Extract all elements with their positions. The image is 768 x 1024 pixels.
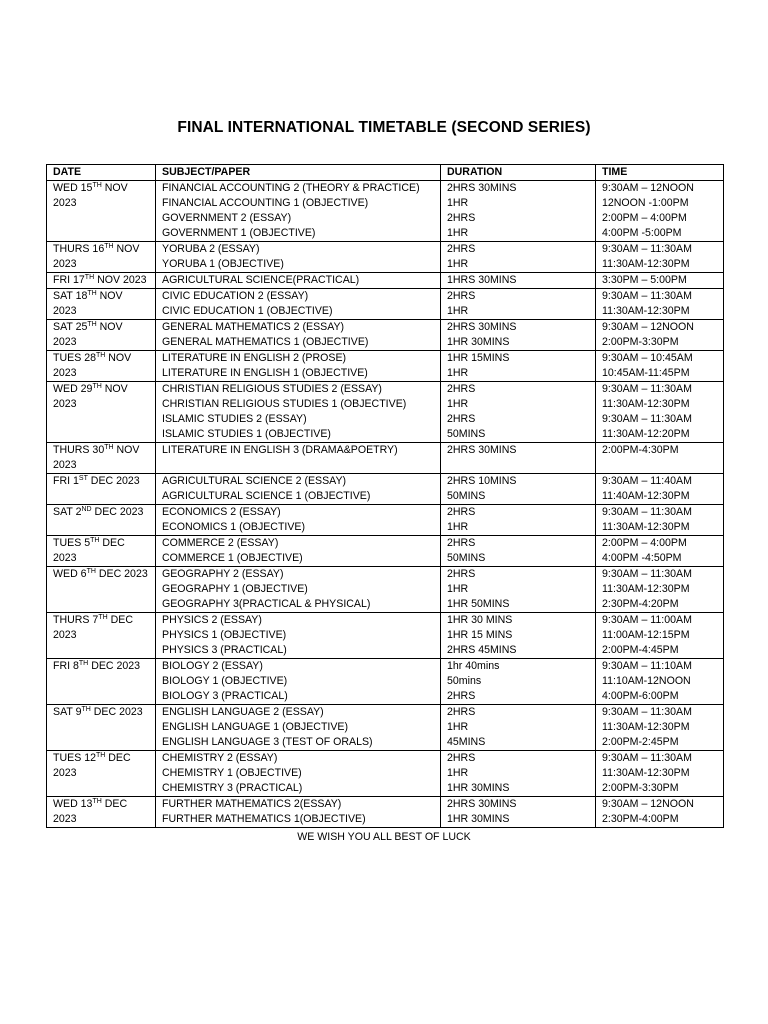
- duration-cell: [441, 705, 596, 751]
- subject-cell: [156, 567, 441, 613]
- subject-cell: [156, 382, 441, 443]
- subject-paper: CHEMISTRY 1 (OBJECTIVE): [162, 767, 302, 779]
- header-date: DATE: [47, 165, 156, 181]
- duration-value: 2HRS 10MINS: [447, 475, 517, 487]
- exam-date: [47, 242, 156, 273]
- header-subject: SUBJECT/PAPER: [156, 165, 441, 181]
- exam-day: SAT 25: [53, 321, 88, 333]
- time-value: 2:00PM-3:30PM: [602, 336, 679, 348]
- exam-date: [47, 273, 156, 289]
- ordinal-suffix: TH: [84, 274, 95, 281]
- time-value: 9:30AM – 11:30AM: [602, 752, 692, 764]
- time-value: 2:00PM-4:45PM: [602, 644, 679, 656]
- exam-day: WED 6: [53, 568, 87, 580]
- time-value: 11:30AM-12:30PM: [602, 258, 690, 270]
- ordinal-suffix: TH: [98, 614, 108, 621]
- subject-paper: YORUBA 2 (ESSAY): [162, 243, 260, 255]
- exam-date: [47, 613, 156, 659]
- duration-value: 2HRS: [447, 690, 476, 702]
- time-cell: [596, 705, 724, 751]
- time-cell: [596, 181, 724, 242]
- exam-date: [47, 659, 156, 705]
- subject-cell: [156, 536, 441, 567]
- exam-month-year: DEC 2023: [53, 537, 125, 564]
- duration-value: 1HR 30 MINS: [447, 614, 513, 626]
- exam-date: [47, 351, 156, 382]
- time-cell: [596, 505, 724, 536]
- time-value: 3:30PM – 5:00PM: [602, 274, 687, 286]
- time-value: 4:00PM -5:00PM: [602, 227, 682, 239]
- table-row: [47, 659, 724, 705]
- duration-value: [447, 458, 589, 473]
- time-value: 9:30AM – 10:45AM: [602, 352, 693, 364]
- duration-value: 50mins: [447, 675, 482, 687]
- subject-cell: [156, 443, 441, 474]
- exam-date: [47, 382, 156, 443]
- subject-paper: GEOGRAPHY 1 (OBJECTIVE): [162, 583, 308, 595]
- exam-day: TUES 5: [53, 537, 91, 549]
- duration-value: 50MINS: [447, 428, 486, 440]
- subject-paper: ENGLISH LANGUAGE 2 (ESSAY): [162, 706, 324, 718]
- subject-paper: FINANCIAL ACCOUNTING 1 (OBJECTIVE): [162, 197, 369, 209]
- time-cell: [596, 443, 724, 474]
- exam-month-year: DEC 2023: [53, 798, 128, 825]
- table-row: [47, 443, 724, 474]
- duration-value: 1HR 15 MINS: [447, 629, 513, 641]
- subject-paper: LITERATURE IN ENGLISH 1 (OBJECTIVE): [162, 367, 368, 379]
- subject-paper: COMMERCE 2 (ESSAY): [162, 537, 279, 549]
- subject-paper: ISLAMIC STUDIES 1 (OBJECTIVE): [162, 428, 331, 440]
- duration-value: 2HRS 30MINS: [447, 182, 517, 194]
- ordinal-suffix: ND: [81, 506, 92, 513]
- duration-value: 2HRS: [447, 537, 476, 549]
- table-row: [47, 351, 724, 382]
- exam-month-year: DEC 2023: [53, 752, 131, 779]
- timetable: [46, 164, 724, 828]
- subject-paper: ENGLISH LANGUAGE 1 (OBJECTIVE): [162, 721, 349, 733]
- table-row: [47, 567, 724, 613]
- time-value: 9:30AM – 11:30AM: [602, 706, 692, 718]
- exam-date: [47, 443, 156, 474]
- subject-paper: GEOGRAPHY 3(PRACTICAL & PHYSICAL): [162, 598, 371, 610]
- time-value: 9:30AM – 12NOON: [602, 182, 694, 194]
- ordinal-suffix: TH: [87, 321, 97, 328]
- subject-paper: ECONOMICS 2 (ESSAY): [162, 506, 281, 518]
- time-cell: [596, 536, 724, 567]
- time-value: 4:00PM -4:50PM: [602, 552, 682, 564]
- exam-day: SAT 9: [53, 706, 82, 718]
- duration-cell: [441, 351, 596, 382]
- duration-value: 2HRS: [447, 413, 476, 425]
- time-cell: [596, 273, 724, 289]
- duration-value: 1HR: [447, 521, 469, 533]
- duration-value: 1HR: [447, 721, 469, 733]
- time-value: [602, 458, 717, 473]
- duration-value: 1HR 30MINS: [447, 813, 510, 825]
- exam-day: TUES 28: [53, 352, 96, 364]
- time-value: 11:30AM-12:30PM: [602, 583, 690, 595]
- time-value: 2:00PM – 4:00PM: [602, 212, 687, 224]
- duration-value: 1hr 40mins: [447, 660, 500, 672]
- subject-paper: GENERAL MATHEMATICS 1 (OBJECTIVE): [162, 336, 369, 348]
- time-value: 11:30AM-12:30PM: [602, 398, 690, 410]
- subject-cell: [156, 474, 441, 505]
- exam-day: WED 13: [53, 798, 93, 810]
- duration-value: 2HRS 30MINS: [447, 444, 517, 456]
- time-cell: [596, 567, 724, 613]
- duration-cell: [441, 536, 596, 567]
- document-title: FINAL INTERNATIONAL TIMETABLE (SECOND SERIES): [177, 119, 591, 136]
- exam-date: [47, 705, 156, 751]
- table-row: [47, 289, 724, 320]
- duration-value: 2HRS: [447, 383, 476, 395]
- time-cell: [596, 351, 724, 382]
- duration-value: 1HR: [447, 583, 469, 595]
- time-value: 10:45AM-11:45PM: [602, 367, 690, 379]
- subject-paper: FURTHER MATHEMATICS 1(OBJECTIVE): [162, 813, 366, 825]
- duration-cell: [441, 613, 596, 659]
- time-cell: [596, 242, 724, 273]
- time-value: 11:40AM-12:30PM: [602, 490, 690, 502]
- time-value: 2:00PM-2:45PM: [602, 736, 679, 748]
- subject-paper: COMMERCE 1 (OBJECTIVE): [162, 552, 303, 564]
- duration-value: 2HRS: [447, 290, 476, 302]
- subject-paper: GEOGRAPHY 2 (ESSAY): [162, 568, 284, 580]
- header-time: TIME: [596, 165, 724, 181]
- subject-cell: [156, 320, 441, 351]
- time-value: 9:30AM – 11:30AM: [602, 383, 692, 395]
- subject-paper: PHYSICS 1 (OBJECTIVE): [162, 629, 287, 641]
- subject-paper: GOVERNMENT 2 (ESSAY): [162, 212, 292, 224]
- ordinal-suffix: TH: [81, 706, 91, 713]
- subject-paper: LITERATURE IN ENGLISH 3 (DRAMA&POETRY): [162, 444, 398, 456]
- table-row: [47, 751, 724, 797]
- subject-paper: BIOLOGY 3 (PRACTICAL): [162, 690, 288, 702]
- duration-cell: [441, 443, 596, 474]
- subject-paper: CHEMISTRY 3 (PRACTICAL): [162, 782, 303, 794]
- subject-paper: YORUBA 1 (OBJECTIVE): [162, 258, 284, 270]
- exam-day: SAT 18: [53, 290, 88, 302]
- duration-value: 2HRS: [447, 243, 476, 255]
- time-value: 9:30AM – 11:40AM: [602, 475, 692, 487]
- exam-month-year: NOV 2023: [53, 243, 140, 270]
- ordinal-suffix: TH: [104, 444, 114, 451]
- subject-cell: [156, 797, 441, 828]
- table-row: [47, 474, 724, 505]
- exam-day: TUES 12: [53, 752, 96, 764]
- ordinal-suffix: TH: [92, 798, 102, 805]
- duration-value: 1HR: [447, 767, 469, 779]
- subject-cell: [156, 273, 441, 289]
- duration-cell: [441, 181, 596, 242]
- time-value: 11:30AM-12:30PM: [602, 767, 690, 779]
- header-row: [47, 165, 724, 181]
- exam-day: WED 15: [53, 182, 93, 194]
- table-row: [47, 181, 724, 242]
- time-cell: [596, 382, 724, 443]
- exam-month-year: NOV 2023: [53, 321, 123, 348]
- table-row: [47, 320, 724, 351]
- time-value: 4:00PM-6:00PM: [602, 690, 679, 702]
- subject-paper: ISLAMIC STUDIES 2 (ESSAY): [162, 413, 307, 425]
- subject-cell: [156, 505, 441, 536]
- exam-day: FRI 1: [53, 475, 79, 487]
- time-value: 9:30AM – 11:30AM: [602, 506, 692, 518]
- exam-date: [47, 536, 156, 567]
- duration-value: 1HR: [447, 398, 469, 410]
- exam-month-year: NOV 2023: [53, 182, 128, 209]
- exam-date: [47, 797, 156, 828]
- subject-paper: ENGLISH LANGUAGE 3 (TEST OF ORALS): [162, 736, 373, 748]
- subject-cell: [156, 242, 441, 273]
- subject-cell: [156, 613, 441, 659]
- subject-paper: [162, 458, 434, 473]
- exam-date: [47, 181, 156, 242]
- duration-cell: [441, 273, 596, 289]
- exam-date: [47, 289, 156, 320]
- subject-paper: CIVIC EDUCATION 2 (ESSAY): [162, 290, 309, 302]
- exam-date: [47, 474, 156, 505]
- duration-cell: [441, 797, 596, 828]
- duration-value: 2HRS: [447, 706, 476, 718]
- subject-paper: PHYSICS 2 (ESSAY): [162, 614, 262, 626]
- duration-value: 50MINS: [447, 552, 486, 564]
- duration-value: 2HRS 30MINS: [447, 798, 517, 810]
- time-cell: [596, 474, 724, 505]
- duration-value: 2HRS: [447, 212, 476, 224]
- duration-cell: [441, 505, 596, 536]
- time-value: 11:00AM-12:15PM: [602, 629, 690, 641]
- exam-month-year: DEC 2023: [95, 568, 148, 580]
- duration-value: 1HR: [447, 227, 469, 239]
- table-row: [47, 536, 724, 567]
- duration-value: 1HR: [447, 305, 469, 317]
- table-row: [47, 382, 724, 443]
- time-cell: [596, 797, 724, 828]
- duration-cell: [441, 242, 596, 273]
- exam-date: [47, 320, 156, 351]
- exam-day: SAT 2: [53, 506, 82, 518]
- exam-date: [47, 751, 156, 797]
- subject-paper: AGRICULTURAL SCIENCE 2 (ESSAY): [162, 475, 347, 487]
- duration-cell: [441, 659, 596, 705]
- table-row: [47, 273, 724, 289]
- table-row: [47, 613, 724, 659]
- time-cell: [596, 289, 724, 320]
- time-value: 9:30AM – 11:30AM: [602, 413, 692, 425]
- time-value: 12NOON -1:00PM: [602, 197, 689, 209]
- subject-paper: BIOLOGY 1 (OBJECTIVE): [162, 675, 288, 687]
- time-value: 2:30PM-4:20PM: [602, 598, 679, 610]
- time-value: 9:30AM – 11:10AM: [602, 660, 692, 672]
- exam-month-year: DEC 2023: [91, 506, 144, 518]
- ordinal-suffix: TH: [90, 537, 100, 544]
- subject-paper: ECONOMICS 1 (OBJECTIVE): [162, 521, 306, 533]
- exam-day: WED 29: [53, 383, 93, 395]
- duration-cell: [441, 751, 596, 797]
- duration-value: 2HRS: [447, 568, 476, 580]
- subject-cell: [156, 705, 441, 751]
- time-value: 11:30AM-12:20PM: [602, 428, 690, 440]
- subject-paper: BIOLOGY 2 (ESSAY): [162, 660, 263, 672]
- table-row: [47, 505, 724, 536]
- exam-day: THURS 16: [53, 243, 105, 255]
- duration-value: 1HRS 30MINS: [447, 274, 517, 286]
- ordinal-suffix: TH: [92, 383, 102, 390]
- time-value: 9:30AM – 11:30AM: [602, 243, 692, 255]
- ordinal-suffix: TH: [95, 752, 106, 759]
- ordinal-suffix: TH: [92, 182, 102, 189]
- exam-day: THURS 30: [53, 444, 105, 456]
- ordinal-suffix: TH: [78, 660, 89, 667]
- duration-value: 1HR 30MINS: [447, 782, 510, 794]
- time-value: 9:30AM – 11:30AM: [602, 568, 692, 580]
- subject-cell: [156, 751, 441, 797]
- subject-paper: FURTHER MATHEMATICS 2(ESSAY): [162, 798, 342, 810]
- exam-month-year: DEC 2023: [53, 614, 133, 641]
- time-value: 11:30AM-12:30PM: [602, 721, 690, 733]
- table-row: [47, 242, 724, 273]
- exam-month-year: NOV 2023: [53, 290, 123, 317]
- time-value: 2:30PM-4:00PM: [602, 813, 679, 825]
- time-value: 11:30AM-12:30PM: [602, 521, 690, 533]
- duration-value: 45MINS: [447, 736, 486, 748]
- ordinal-suffix: TH: [95, 352, 106, 359]
- time-value: 9:30AM – 11:00AM: [602, 614, 692, 626]
- subject-paper: GOVERNMENT 1 (OBJECTIVE): [162, 227, 316, 239]
- time-value: 9:30AM – 12NOON: [602, 798, 694, 810]
- subject-paper: CHRISTIAN RELIGIOUS STUDIES 1 (OBJECTIVE): [162, 398, 407, 410]
- duration-value: 1HR 15MINS: [447, 352, 510, 364]
- duration-cell: [441, 289, 596, 320]
- duration-value: 1HR: [447, 197, 469, 209]
- subject-paper: GENERAL MATHEMATICS 2 (ESSAY): [162, 321, 345, 333]
- duration-value: 2HRS 30MINS: [447, 321, 517, 333]
- duration-cell: [441, 382, 596, 443]
- subject-paper: PHYSICS 3 (PRACTICAL): [162, 644, 287, 656]
- exam-month-year: NOV 2023: [53, 383, 128, 410]
- exam-month-year: NOV 2023: [94, 274, 147, 286]
- exam-date: [47, 567, 156, 613]
- duration-value: 2HRS 45MINS: [447, 644, 517, 656]
- timetable-body: [47, 181, 724, 828]
- time-value: 11:30AM-12:30PM: [602, 305, 690, 317]
- exam-month-year: DEC 2023: [88, 660, 141, 672]
- exam-day: FRI 8: [53, 660, 79, 672]
- subject-cell: [156, 659, 441, 705]
- subject-paper: CIVIC EDUCATION 1 (OBJECTIVE): [162, 305, 333, 317]
- exam-date: [47, 505, 156, 536]
- duration-cell: [441, 320, 596, 351]
- table-row: [47, 705, 724, 751]
- exam-day: THURS 7: [53, 614, 99, 626]
- exam-day: FRI 17: [53, 274, 85, 286]
- table-row: [47, 797, 724, 828]
- duration-value: 1HR 50MINS: [447, 598, 510, 610]
- duration-value: 1HR: [447, 258, 469, 270]
- duration-cell: [441, 474, 596, 505]
- exam-month-year: NOV 2023: [53, 352, 132, 379]
- time-value: 2:00PM-4:30PM: [602, 444, 679, 456]
- time-value: 11:10AM-12NOON: [602, 675, 691, 687]
- time-cell: [596, 613, 724, 659]
- exam-month-year: DEC 2023: [87, 475, 140, 487]
- duration-value: 2HRS: [447, 752, 476, 764]
- subject-paper: AGRICULTURAL SCIENCE 1 (OBJECTIVE): [162, 490, 371, 502]
- header-duration: DURATION: [441, 165, 596, 181]
- subject-paper: CHRISTIAN RELIGIOUS STUDIES 2 (ESSAY): [162, 383, 382, 395]
- duration-value: 1HR 30MINS: [447, 336, 510, 348]
- duration-value: 1HR: [447, 367, 469, 379]
- subject-cell: [156, 289, 441, 320]
- duration-value: 50MINS: [447, 490, 486, 502]
- subject-paper: LITERATURE IN ENGLISH 2 (PROSE): [162, 352, 347, 364]
- footer-message: WE WISH YOU ALL BEST OF LUCK: [297, 831, 471, 843]
- subject-cell: [156, 181, 441, 242]
- ordinal-suffix: ST: [78, 475, 88, 482]
- subject-paper: AGRICULTURAL SCIENCE(PRACTICAL): [162, 274, 360, 286]
- exam-month-year: DEC 2023: [90, 706, 143, 718]
- subject-cell: [156, 351, 441, 382]
- duration-value: 2HRS: [447, 506, 476, 518]
- ordinal-suffix: TH: [104, 243, 114, 250]
- time-value: 2:00PM – 4:00PM: [602, 537, 687, 549]
- exam-month-year: NOV 2023: [53, 444, 140, 471]
- ordinal-suffix: TH: [87, 290, 97, 297]
- subject-paper: CHEMISTRY 2 (ESSAY): [162, 752, 278, 764]
- time-cell: [596, 751, 724, 797]
- time-cell: [596, 659, 724, 705]
- time-value: 9:30AM – 11:30AM: [602, 290, 692, 302]
- time-cell: [596, 320, 724, 351]
- time-value: 9:30AM – 12NOON: [602, 321, 694, 333]
- subject-paper: FINANCIAL ACCOUNTING 2 (THEORY & PRACTICE): [162, 182, 420, 194]
- duration-cell: [441, 567, 596, 613]
- ordinal-suffix: TH: [86, 568, 96, 575]
- time-value: 2:00PM-3:30PM: [602, 782, 679, 794]
